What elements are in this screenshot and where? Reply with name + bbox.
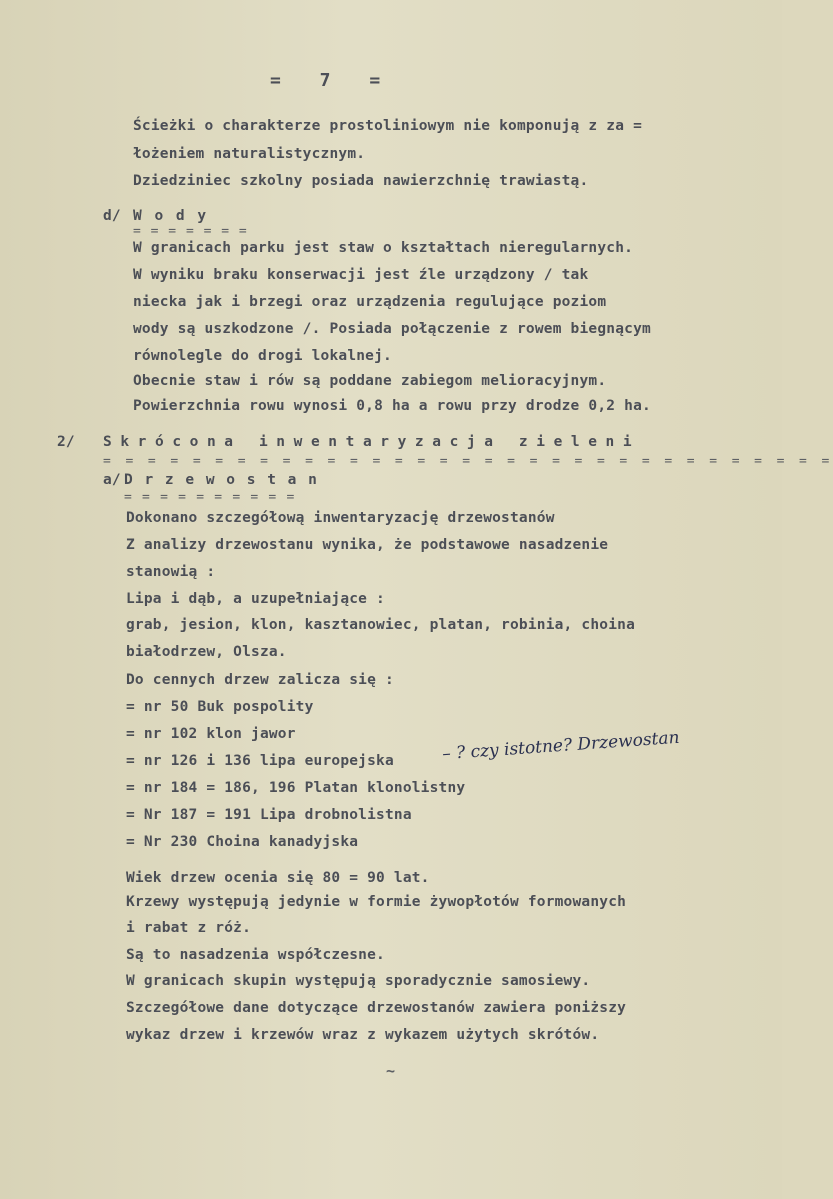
section-a-line: Do cennych drzew zalicza się :	[126, 672, 394, 688]
section-a-title: D r z e w o s t a n	[124, 472, 319, 488]
section-d-line: równolegle do drogi lokalnej.	[133, 348, 392, 364]
section-a-closing-line: Są to nasadzenia współczesne.	[126, 947, 385, 963]
section-a-closing-line: W granicach skupin występują sporadycznie samosiewy.	[126, 973, 591, 989]
section-a-line: białodrzew, Olsza.	[126, 644, 287, 660]
section-d-line: W wyniku braku konserwacji jest źle urządzony / tak	[133, 267, 589, 283]
section-a-closing-line: i rabat z róż.	[126, 920, 252, 936]
section-d-line: Powierzchnia rowu wynosi 0,8 ha a rowu przy drodze 0,2 ha.	[133, 398, 651, 414]
section-d-label: d/	[103, 208, 121, 224]
section-d-title: W o d y	[133, 208, 209, 224]
intro-line: Ścieżki o charakterze prostoliniowym nie komponują z za =	[133, 118, 642, 134]
valuable-tree-item: = nr 102 klon jawor	[126, 726, 296, 742]
section-d-line: niecka jak i brzegi oraz urządzenia regulujące poziom	[133, 294, 607, 310]
section-d-underline: = = = = = = =	[133, 224, 248, 239]
section-a-line: stanowią :	[126, 564, 216, 580]
section-a-label: a/	[103, 472, 121, 488]
section-a-closing-line: Wiek drzew ocenia się 80 = 90 lat.	[126, 870, 430, 886]
footer-mark: ~	[386, 1062, 396, 1080]
intro-line: Dziedziniec szkolny posiada nawierzchnię trawiastą.	[133, 173, 589, 189]
section-d-line: Obecnie staw i rów są poddane zabiegom melioracyjnym.	[133, 373, 607, 389]
handwritten-note: – ? czy istotne? Drzewostan	[441, 727, 681, 765]
intro-line: łożeniem naturalistycznym.	[133, 146, 366, 162]
valuable-tree-item: = Nr 230 Choina kanadyjska	[126, 834, 359, 850]
page-number: = 7 =	[270, 70, 395, 91]
valuable-tree-item: = nr 126 i 136 lipa europejska	[126, 753, 394, 769]
section-2-label: 2/	[57, 434, 75, 450]
section-2-underline: = = = = = = = = = = = = = = = = = = = = = = = = = = = = = = = = =	[103, 454, 833, 469]
section-d-line: wody są uszkodzone /. Posiada połączenie z rowem biegnącym	[133, 321, 651, 337]
section-2-title: Skrócona inwentaryzacja zieleni	[103, 434, 641, 450]
valuable-tree-item: = nr 184 = 186, 196 Platan klonolistny	[126, 780, 466, 796]
section-a-line: grab, jesion, klon, kasztanowiec, platan, robinia, choina	[126, 617, 635, 633]
section-d-line: W granicach parku jest staw o kształtach nieregularnych.	[133, 240, 634, 256]
section-a-underline: = = = = = = = = = =	[124, 490, 296, 505]
section-a-closing-line: wykaz drzew i krzewów wraz z wykazem użytych skrótów.	[126, 1027, 600, 1043]
valuable-tree-item: = Nr 187 = 191 Lipa drobnolistna	[126, 807, 412, 823]
section-a-line: Dokonano szczegółową inwentaryzację drzewostanów	[126, 510, 555, 526]
section-a-line: Lipa i dąb, a uzupełniające :	[126, 591, 385, 607]
valuable-tree-item: = nr 50 Buk pospolity	[126, 699, 314, 715]
section-a-closing-line: Krzewy występują jedynie w formie żywopłotów formowanych	[126, 894, 627, 910]
section-a-line: Z analizy drzewostanu wynika, że podstawowe nasadzenie	[126, 537, 609, 553]
section-a-closing-line: Szczegółowe dane dotyczące drzewostanów zawiera poniższy	[126, 1000, 627, 1016]
